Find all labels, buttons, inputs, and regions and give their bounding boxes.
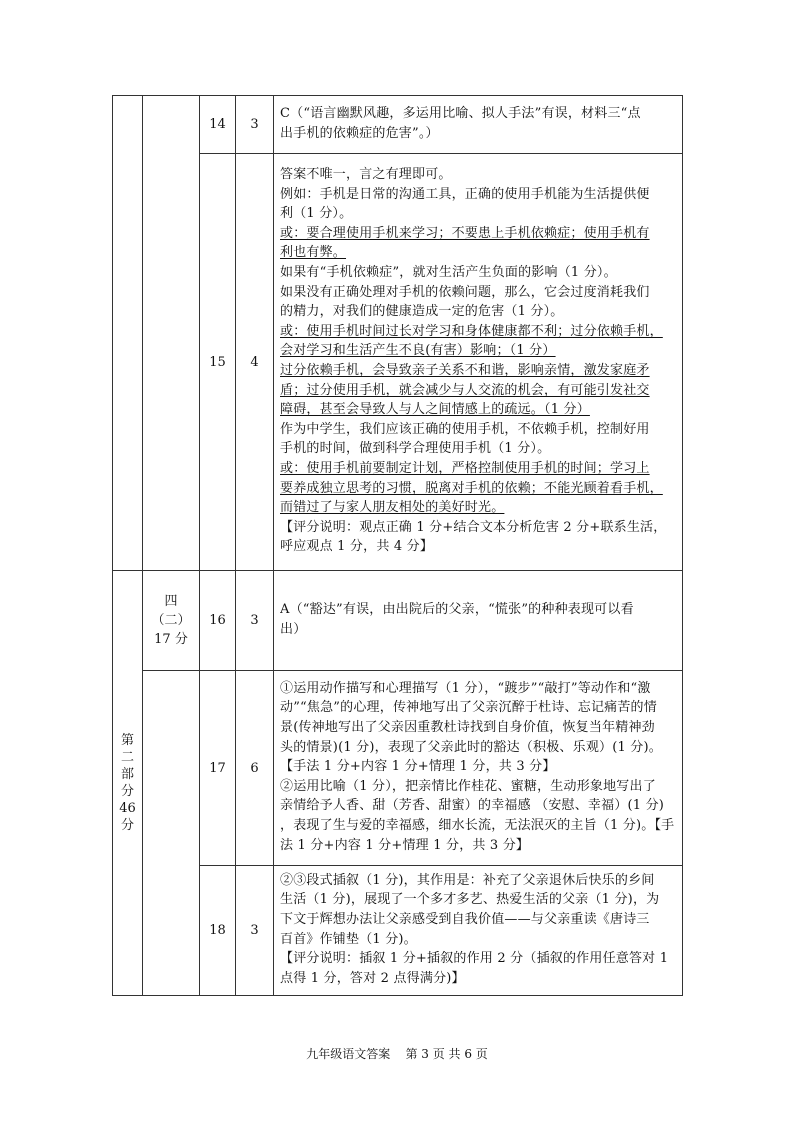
underlined-text: 利也有弊。 xyxy=(280,245,347,261)
answer-table xyxy=(112,95,683,996)
table-row xyxy=(113,671,683,866)
answer-line xyxy=(280,400,676,420)
question-number: 15 xyxy=(200,154,236,571)
answer-line xyxy=(280,341,676,361)
answer-line: 生活（1 分)，展现了一个多才多艺、热爱生活的父亲（1 分)，为 xyxy=(280,892,660,908)
answer-line xyxy=(280,498,676,518)
underlined-text: 盾；过分使用手机，就会减少与人交流的机会，有可能引发社交 xyxy=(280,382,650,398)
page-footer: 九年级语文答案 第 3 页 共 6 页 xyxy=(306,1047,488,1061)
underlined-text: 或：使用手机前要制定计划，严格控制使用手机的时间；学习上 xyxy=(280,460,650,476)
answer-line: 呼应观点 1 分，共 4 分】 xyxy=(280,539,434,555)
answer-line: 百首》作铺垫（1 分)。 xyxy=(280,931,417,947)
section-cell-blank xyxy=(143,671,200,996)
underlined-text: 会对学习和生活产生不良(有害）影响；（1 分） xyxy=(280,343,556,359)
answer-line: 【评分说明：插叙 1 分+插叙的作用 2 分（插叙的作用任意答对 1 xyxy=(280,951,669,967)
underlined-text: 要养成独立思考的习惯，脱离对手机的依赖；不能光顾着看手机， xyxy=(280,480,663,496)
answer-line: ，表现了生与爱的幸福感，细水长流，无法泯灭的主旨（1 分)。【手 xyxy=(280,817,675,833)
answer-line: ①运用动作描写和心理描写（1 分），“踱步”“敲打”等动作和“激 xyxy=(280,680,651,696)
answer-line: ②③段式插叙（1 分)，其作用是：补充了父亲退休后快乐的乡间 xyxy=(280,872,655,888)
answer-line xyxy=(280,479,676,499)
underlined-text: 或：要合理使用手机来学习；不要患上手机依赖症；使用手机有 xyxy=(280,225,650,241)
table-row xyxy=(113,571,683,671)
question-score: 3 xyxy=(236,96,274,154)
answer-line: 如果有“手机依赖症”，就对生活产生负面的影响（1 分）。 xyxy=(280,265,617,281)
answer-line: 的精力，对我们的健康造成一定的危害（1 分）。 xyxy=(280,304,564,320)
answer-line xyxy=(280,243,676,263)
answer-line xyxy=(280,322,676,342)
underlined-text: 障碍，甚至会导致人与人之间情感上的疏远。（1 分） xyxy=(280,402,590,418)
answer-line: 如果没有正确处理对手机的依赖问题，那么，它会过度消耗我们 xyxy=(280,284,650,300)
answer-line xyxy=(280,224,676,244)
answer-line: 景(传神地写出了父亲因重教杜诗找到自身价值，恢复当年精神劲 xyxy=(280,720,655,736)
question-number: 16 xyxy=(200,571,236,671)
answer-line xyxy=(280,361,676,381)
question-score: 3 xyxy=(236,866,274,996)
answer-line xyxy=(280,381,676,401)
answer-line: 【手法 1 分+内容 1 分+情理 1 分，共 3 分】 xyxy=(280,759,556,775)
underlined-text: 或：使用手机时间过长对学习和身体健康都不利；过分依赖手机， xyxy=(280,323,663,339)
answer-line: 动”“焦急”的心理，传神地写出了父亲沉醉于杜诗、忘记痛苦的情 xyxy=(280,700,657,716)
question-number: 18 xyxy=(200,866,236,996)
answer-line: 点得 1 分，答对 2 点得满分)】 xyxy=(280,970,465,986)
section-label: 四 （二） 17 分 xyxy=(143,571,200,671)
answer-line: 作为中学生，我们应该正确的使用手机，不依赖手机，控制好用 xyxy=(280,421,650,437)
answer-line: 头的情景)(1 分)，表现了父亲此时的豁达（积极、乐观）(1 分)。 xyxy=(280,739,662,755)
question-score: 6 xyxy=(236,671,274,866)
question-score: 3 xyxy=(236,571,274,671)
table-row xyxy=(113,96,683,154)
answer-line: 下文于辉想办法让父亲感受到自我价值——与父亲重读《唐诗三 xyxy=(280,911,650,927)
answer-line: 手机的时间，做到科学合理使用手机（1 分）。 xyxy=(280,441,551,457)
question-number: 14 xyxy=(200,96,236,154)
answer-line: ②运用比喻（1 分），把亲情比作桂花、蜜糖，生动形象地写出了 xyxy=(280,778,656,794)
answer-line: 出手机的依赖症的危害”。） xyxy=(280,125,439,141)
answer-content xyxy=(274,866,683,996)
part-cell-blank xyxy=(113,96,143,571)
answer-line: 例如：手机是日常的沟通工具，正确的使用手机能为生活提供便 xyxy=(280,186,650,202)
question-score: 4 xyxy=(236,154,274,571)
answer-line: 【评分说明：观点正确 1 分+结合文本分析危害 2 分+联系生活， xyxy=(280,519,667,535)
part-label: 第 二 部 分 46 分 xyxy=(113,571,143,996)
underlined-text: 过分依赖手机，会导致亲子关系不和谐，影响亲情，激发家庭矛 xyxy=(280,363,650,378)
answer-content xyxy=(274,96,683,154)
answer-line: 答案不唯一，言之有理即可。 xyxy=(280,167,452,183)
answer-line: C（“语言幽默风趣，多运用比喻、拟人手法”有误，材料三“点 xyxy=(280,105,641,121)
answer-content xyxy=(274,671,683,866)
answer-line: 利（1 分）。 xyxy=(280,206,353,222)
answer-line: 亲情给予人香、甜（芳香、甜蜜）的幸福感 （安慰、幸福）(1 分) xyxy=(280,798,665,814)
section-cell-blank xyxy=(143,96,200,571)
answer-content xyxy=(274,571,683,671)
answer-line: 出） xyxy=(280,621,307,637)
answer-line: 法 1 分+内容 1 分+情理 1 分，共 3 分】 xyxy=(280,837,530,853)
answer-line: A（“豁达”有误，由出院后的父亲，“慌张”的种种表现可以看 xyxy=(280,601,634,617)
underlined-text: 而错过了与家人朋友相处的美好时光。 xyxy=(280,500,505,516)
question-number: 17 xyxy=(200,671,236,866)
answer-content xyxy=(274,154,683,571)
answer-line xyxy=(280,459,676,479)
